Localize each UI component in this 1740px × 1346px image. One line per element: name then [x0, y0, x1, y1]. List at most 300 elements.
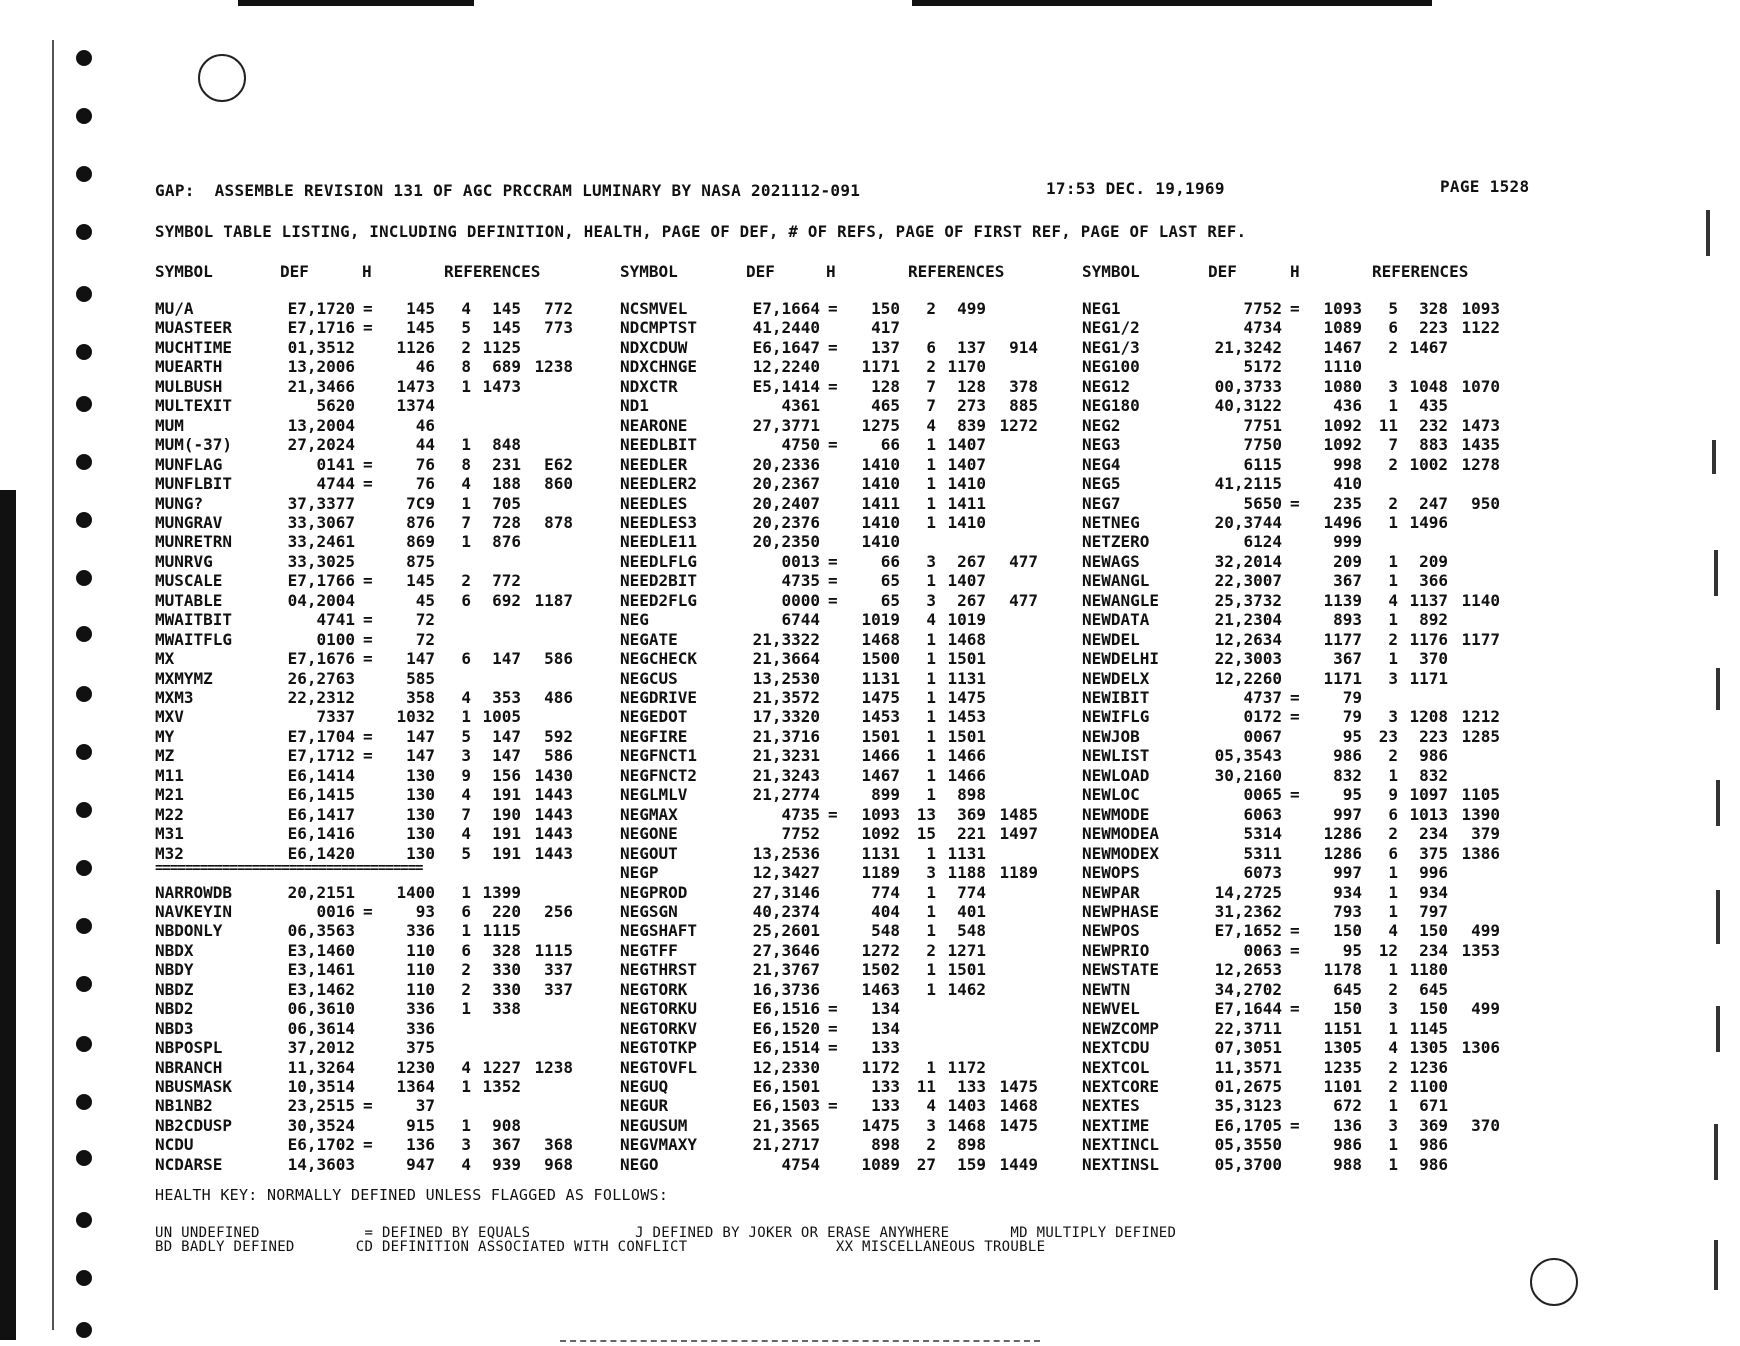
- symbol-ref-count: 1: [926, 629, 936, 649]
- symbol-def: 21,3664: [752, 649, 820, 669]
- symbol-name: NEEDLER2: [620, 474, 698, 494]
- symbol-def-page: 1230: [396, 1057, 435, 1077]
- symbol-def-page: 436: [1333, 396, 1362, 416]
- symbol-name: MY: [155, 726, 175, 746]
- symbol-name: NEG1: [1082, 299, 1121, 318]
- symbol-ref-count: 7: [926, 376, 936, 396]
- table-row: [1082, 786, 1532, 804]
- symbol-first-ref: 231: [492, 454, 521, 474]
- page-number: PAGE 1528: [1440, 177, 1530, 196]
- symbol-name: MUNRETRN: [155, 532, 233, 552]
- symbol-name: NEWDELX: [1082, 668, 1150, 688]
- table-row: [620, 300, 1070, 318]
- symbol-def: 27,3771: [752, 415, 820, 435]
- symbol-def: 0172: [1243, 707, 1282, 727]
- symbol-def-page: 1463: [861, 979, 900, 999]
- symbol-ref-count: 2: [461, 979, 471, 999]
- table-row: [620, 767, 1070, 785]
- symbol-ref-count: 7: [926, 396, 936, 416]
- symbol-ref-count: 1: [461, 532, 471, 552]
- symbol-health: =: [1290, 921, 1300, 941]
- symbol-last-ref: 1140: [1461, 590, 1500, 610]
- symbol-name: NEWSTATE: [1082, 960, 1160, 980]
- table-row: [620, 825, 1070, 843]
- symbol-def-page: 134: [871, 1018, 900, 1038]
- symbol-ref-count: 6: [1388, 804, 1398, 824]
- symbol-def: 6073: [1243, 863, 1282, 883]
- punch-hole: [76, 224, 92, 240]
- table-row: [155, 533, 605, 551]
- symbol-def-page: 133: [871, 1096, 900, 1116]
- symbol-name: NEWLOC: [1082, 785, 1140, 805]
- symbol-def-page: 1092: [861, 824, 900, 844]
- table-row: [1082, 942, 1532, 960]
- symbol-name: NEWDELHI: [1082, 649, 1160, 669]
- symbol-first-ref: 1403: [947, 1096, 986, 1116]
- symbol-first-ref: 1180: [1409, 960, 1448, 980]
- symbol-name: NEEDLER: [620, 454, 688, 474]
- symbol-def: 6124: [1243, 532, 1282, 552]
- symbol-def-page: 1089: [1323, 318, 1362, 338]
- symbol-name: MXV: [155, 707, 184, 727]
- symbol-def-page: 1101: [1323, 1077, 1362, 1096]
- symbol-name: NB1NB2: [155, 1096, 213, 1116]
- table-row: [1082, 1117, 1532, 1135]
- symbol-name: NEXTCORE: [1082, 1077, 1160, 1096]
- table-row: [1082, 708, 1532, 726]
- symbol-ref-count: 3: [926, 551, 936, 571]
- symbol-name: NEGEDOT: [620, 707, 688, 727]
- symbol-name: NEEDLBIT: [620, 435, 698, 455]
- symbol-first-ref: 1466: [947, 765, 986, 785]
- symbol-name: NEGSHAFT: [620, 921, 698, 941]
- symbol-name: MWAITBIT: [155, 610, 233, 630]
- symbol-health: =: [363, 649, 373, 669]
- symbol-name: NEGONE: [620, 824, 678, 844]
- symbol-def: 5620: [316, 396, 355, 416]
- symbol-def: 34,2702: [1214, 979, 1282, 999]
- symbol-def-page: 1172: [861, 1057, 900, 1077]
- symbol-first-ref: 1501: [947, 649, 986, 669]
- symbol-ref-count: 1: [926, 882, 936, 902]
- symbol-ref-count: 1: [926, 435, 936, 455]
- punch-hole: [76, 344, 92, 360]
- table-row: [1082, 300, 1532, 318]
- col-header-def: DEF: [280, 262, 309, 281]
- table-row: [1082, 378, 1532, 396]
- symbol-def: E3,1460: [287, 940, 355, 960]
- symbol-ref-count: 1: [926, 726, 936, 746]
- symbol-first-ref: 898: [957, 1135, 986, 1155]
- symbol-def: 37,3377: [287, 493, 355, 513]
- symbol-def-page: 999: [1333, 532, 1362, 552]
- symbol-name: NEG: [620, 610, 649, 630]
- symbol-ref-count: 1: [461, 493, 471, 513]
- punch-hole: [76, 166, 92, 182]
- symbol-def-page: 1131: [861, 843, 900, 863]
- table-row: [1082, 553, 1532, 571]
- symbol-last-ref: 1443: [534, 785, 573, 805]
- symbol-name: NEG100: [1082, 357, 1140, 377]
- table-row: [1082, 864, 1532, 882]
- table-row: [155, 456, 605, 474]
- table-row: [155, 922, 605, 940]
- symbol-ref-count: 3: [926, 863, 936, 883]
- symbol-def-page: 1468: [861, 629, 900, 649]
- punch-hole: [76, 976, 92, 992]
- symbol-def-page: 410: [1333, 474, 1362, 494]
- symbol-def-page: 110: [406, 940, 435, 960]
- symbol-first-ref: 267: [957, 590, 986, 610]
- symbol-def-page: 235: [1333, 493, 1362, 513]
- symbol-def: 05,3550: [1214, 1135, 1282, 1155]
- symbol-def: 12,2260: [1214, 668, 1282, 688]
- symbol-def: 21,3716: [752, 726, 820, 746]
- symbol-last-ref: 586: [544, 649, 573, 669]
- symbol-first-ref: 692: [492, 590, 521, 610]
- symbol-def: E6,1520: [752, 1018, 820, 1038]
- symbol-def-page: 986: [1333, 746, 1362, 766]
- table-row: [1082, 631, 1532, 649]
- symbol-name: NETZERO: [1082, 532, 1150, 552]
- table-row: [1082, 825, 1532, 843]
- symbol-name: NEEDLFLG: [620, 551, 698, 571]
- symbol-last-ref: 1272: [999, 415, 1038, 435]
- symbol-last-ref: 1187: [534, 590, 573, 610]
- symbol-def: 27,3646: [752, 940, 820, 960]
- table-row: [1082, 1000, 1532, 1018]
- symbol-name: NEWIFLG: [1082, 707, 1150, 727]
- symbol-def-page: 793: [1333, 901, 1362, 921]
- symbol-def-page: 66: [880, 435, 900, 455]
- bottom-edge-dash: [560, 1340, 1040, 1344]
- symbol-def-page: 1466: [861, 746, 900, 766]
- symbol-ref-count: 4: [461, 785, 471, 805]
- symbol-def: 33,3025: [287, 551, 355, 571]
- symbol-name: NEGSGN: [620, 901, 678, 921]
- table-row: [620, 436, 1070, 454]
- symbol-name: NEXTINCL: [1082, 1135, 1160, 1155]
- symbol-first-ref: 147: [492, 746, 521, 766]
- symbol-first-ref: 159: [957, 1154, 986, 1174]
- symbol-name: MUM: [155, 415, 184, 435]
- symbol-ref-count: 3: [1388, 999, 1398, 1019]
- punch-hole: [76, 1150, 92, 1166]
- table-row: [155, 689, 605, 707]
- symbol-ref-count: 6: [461, 901, 471, 921]
- symbol-def-page: 1475: [861, 688, 900, 707]
- symbol-def: E6,1516: [752, 999, 820, 1019]
- assembly-timestamp: 17:53 DEC. 19,1969: [1046, 179, 1225, 198]
- symbol-def: 35,3123: [1214, 1096, 1282, 1116]
- symbol-health: =: [1290, 688, 1300, 707]
- punch-hole: [76, 918, 92, 934]
- table-row: [155, 1000, 605, 1018]
- symbol-first-ref: 209: [1419, 551, 1448, 571]
- table-row: [155, 475, 605, 493]
- table-row: [1082, 1039, 1532, 1057]
- symbol-first-ref: 147: [492, 726, 521, 746]
- symbol-def-page: 66: [880, 551, 900, 571]
- symbol-def: 13,2004: [287, 415, 355, 435]
- punch-hole: [76, 108, 92, 124]
- symbol-def: 6063: [1243, 804, 1282, 824]
- symbol-first-ref: 839: [957, 415, 986, 435]
- symbol-name: NEWLOAD: [1082, 765, 1150, 785]
- symbol-def: 23,2515: [287, 1096, 355, 1116]
- symbol-ref-count: 1: [1388, 1096, 1398, 1116]
- symbol-def-page: 876: [406, 512, 435, 532]
- symbol-ref-count: 1: [926, 493, 936, 513]
- symbol-first-ref: 145: [492, 318, 521, 338]
- symbol-first-ref: 671: [1419, 1096, 1448, 1116]
- table-row: [155, 495, 605, 513]
- symbol-first-ref: 1462: [947, 979, 986, 999]
- symbol-health: =: [828, 376, 838, 396]
- symbol-def-page: 1019: [861, 610, 900, 630]
- symbol-last-ref: 885: [1009, 396, 1038, 416]
- table-row: [620, 1097, 1070, 1115]
- symbol-def: 0065: [1243, 785, 1282, 805]
- table-row: [1082, 806, 1532, 824]
- symbol-name: MUASTEER: [155, 318, 233, 338]
- punch-hole: [76, 626, 92, 642]
- symbol-first-ref: 1407: [947, 571, 986, 591]
- symbol-name: NEXTCDU: [1082, 1038, 1150, 1058]
- symbol-def-page: 130: [406, 785, 435, 805]
- symbol-ref-count: 4: [1388, 921, 1398, 941]
- symbol-def: 7751: [1243, 415, 1282, 435]
- symbol-first-ref: 1271: [947, 940, 986, 960]
- symbol-first-ref: 190: [492, 804, 521, 824]
- symbol-first-ref: 223: [1419, 726, 1448, 746]
- symbol-def-page: 1080: [1323, 376, 1362, 396]
- symbol-first-ref: 223: [1419, 318, 1448, 338]
- symbol-last-ref: 1177: [1461, 629, 1500, 649]
- symbol-def-page: 774: [871, 882, 900, 902]
- symbol-ref-count: 1: [926, 454, 936, 474]
- symbol-ref-count: 7: [461, 804, 471, 824]
- symbol-def-page: 65: [880, 571, 900, 591]
- assembly-header: GAP: ASSEMBLE REVISION 131 OF AGC PRCCRAM LUMINARY BY NASA 2021112-091: [155, 181, 861, 200]
- table-row: [1082, 747, 1532, 765]
- symbol-first-ref: 191: [492, 785, 521, 805]
- symbol-ref-count: 7: [461, 512, 471, 532]
- symbol-last-ref: 1485: [999, 804, 1038, 824]
- symbol-name: NBUSMASK: [155, 1077, 233, 1096]
- symbol-first-ref: 369: [957, 804, 986, 824]
- symbol-first-ref: 1410: [947, 512, 986, 532]
- symbol-health: =: [1290, 299, 1300, 318]
- symbol-def: 12,2653: [1214, 960, 1282, 980]
- symbol-name: NEG4: [1082, 454, 1121, 474]
- symbol-last-ref: 1468: [999, 1096, 1038, 1116]
- right-margin-mark: [1716, 890, 1720, 944]
- symbol-name: NEGVMAXY: [620, 1135, 698, 1155]
- symbol-last-ref: 1443: [534, 824, 573, 844]
- symbol-first-ref: 234: [1419, 940, 1448, 960]
- symbol-first-ref: 1352: [482, 1077, 521, 1096]
- symbol-def-page: 150: [1333, 999, 1362, 1019]
- symbol-last-ref: 914: [1009, 337, 1038, 357]
- table-row: [620, 1078, 1070, 1096]
- table-row: [620, 631, 1070, 649]
- symbol-ref-count: 4: [926, 1096, 936, 1116]
- symbol-name: MU/A: [155, 299, 194, 318]
- symbol-ref-count: 1: [926, 649, 936, 669]
- table-row: [1082, 1097, 1532, 1115]
- symbol-first-ref: 1208: [1409, 707, 1448, 727]
- symbol-first-ref: 328: [1419, 299, 1448, 318]
- symbol-name: NEWZCOMP: [1082, 1018, 1160, 1038]
- symbol-def: E6,1705: [1214, 1115, 1282, 1135]
- table-row: [155, 961, 605, 979]
- table-row: [620, 786, 1070, 804]
- table-row: [155, 1136, 605, 1154]
- symbol-name: MULTEXIT: [155, 396, 233, 416]
- symbol-def: 5172: [1243, 357, 1282, 377]
- symbol-def: 16,3736: [752, 979, 820, 999]
- symbol-def: 04,2004: [287, 590, 355, 610]
- symbol-def-page: 875: [406, 551, 435, 571]
- symbol-def: E6,1416: [287, 824, 355, 844]
- symbol-def-page: 147: [406, 746, 435, 766]
- table-row: [155, 358, 605, 376]
- symbol-first-ref: 645: [1419, 979, 1448, 999]
- table-row: [1082, 417, 1532, 435]
- symbol-name: NDXCDUW: [620, 337, 688, 357]
- table-row: [620, 1000, 1070, 1018]
- symbol-last-ref: 1353: [1461, 940, 1500, 960]
- symbol-last-ref: 1285: [1461, 726, 1500, 746]
- symbol-def-page: 1500: [861, 649, 900, 669]
- symbol-ref-count: 1: [461, 1115, 471, 1135]
- symbol-ref-count: 1: [1388, 901, 1398, 921]
- symbol-ref-count: 15: [916, 824, 936, 844]
- symbol-health: =: [363, 746, 373, 766]
- symbol-name: NEGUQ: [620, 1077, 669, 1096]
- symbol-ref-count: 1: [461, 882, 471, 902]
- col-header-def: DEF: [1208, 262, 1237, 281]
- punch-hole: [76, 744, 92, 760]
- right-margin-mark: [1712, 440, 1716, 474]
- symbol-last-ref: 499: [1471, 999, 1500, 1019]
- right-margin-mark: [1716, 668, 1720, 710]
- table-row: [620, 456, 1070, 474]
- symbol-first-ref: 128: [957, 376, 986, 396]
- symbol-name: MXM3: [155, 688, 194, 707]
- symbol-name: NBDONLY: [155, 921, 223, 941]
- symbol-first-ref: 1410: [947, 474, 986, 494]
- symbol-def: 22,2312: [287, 688, 355, 707]
- symbol-health: =: [828, 590, 838, 610]
- right-margin-mark: [1714, 550, 1718, 596]
- symbol-ref-count: 6: [1388, 843, 1398, 863]
- symbol-def: 10,3514: [287, 1077, 355, 1096]
- symbol-def: 06,3563: [287, 921, 355, 941]
- symbol-name: NEGTORK: [620, 979, 688, 999]
- symbol-name: NEWAGS: [1082, 551, 1140, 571]
- symbol-last-ref: 337: [544, 979, 573, 999]
- symbol-health: =: [363, 1135, 373, 1155]
- symbol-health: =: [363, 474, 373, 494]
- table-row: [620, 514, 1070, 532]
- symbol-name: MUNG?: [155, 493, 204, 513]
- symbol-ref-count: 1: [926, 979, 936, 999]
- symbol-last-ref: 772: [544, 299, 573, 318]
- symbol-def-page: 915: [406, 1115, 435, 1135]
- symbol-name: NEWDATA: [1082, 610, 1150, 630]
- symbol-def-page: 336: [406, 921, 435, 941]
- symbol-name: NETNEG: [1082, 512, 1140, 532]
- symbol-def: 01,2675: [1214, 1077, 1282, 1096]
- symbol-name: NCDU: [155, 1135, 194, 1155]
- symbol-def-page: 1410: [861, 512, 900, 532]
- symbol-name: NEWANGL: [1082, 571, 1150, 591]
- symbol-ref-count: 4: [926, 610, 936, 630]
- table-row: [155, 572, 605, 590]
- table-row: [1082, 358, 1532, 376]
- symbol-def-page: 1139: [1323, 590, 1362, 610]
- symbol-ref-count: 4: [1388, 1038, 1398, 1058]
- punch-hole: [76, 686, 92, 702]
- symbol-def-page: 76: [415, 474, 435, 494]
- table-row: [620, 475, 1070, 493]
- symbol-ref-count: 3: [1388, 376, 1398, 396]
- symbol-first-ref: 939: [492, 1154, 521, 1174]
- symbol-def: E3,1462: [287, 979, 355, 999]
- table-row: [155, 786, 605, 804]
- table-row: [620, 961, 1070, 979]
- symbol-ref-count: 3: [1388, 707, 1398, 727]
- symbol-ref-count: 2: [1388, 1057, 1398, 1077]
- symbol-last-ref: 1475: [999, 1077, 1038, 1096]
- table-row: [1082, 650, 1532, 668]
- symbol-def: 21,3231: [752, 746, 820, 766]
- symbol-def: 7752: [1243, 299, 1282, 318]
- symbol-ref-count: 6: [461, 649, 471, 669]
- symbol-def-page: 898: [871, 1135, 900, 1155]
- symbol-ref-count: 1: [926, 707, 936, 727]
- symbol-def: 21,3466: [287, 376, 355, 396]
- symbol-ref-count: 1: [1388, 512, 1398, 532]
- symbol-def: E6,1702: [287, 1135, 355, 1155]
- symbol-first-ref: 797: [1419, 901, 1448, 921]
- symbol-name: NEWPRIO: [1082, 940, 1150, 960]
- symbol-ref-count: 1: [926, 765, 936, 785]
- symbol-def: 30,3524: [287, 1115, 355, 1135]
- symbol-def-page: 37: [415, 1096, 435, 1116]
- symbol-health: =: [828, 571, 838, 591]
- symbol-first-ref: 1172: [947, 1057, 986, 1077]
- symbol-def-page: 147: [406, 726, 435, 746]
- symbol-first-ref: 1407: [947, 435, 986, 455]
- symbol-def: 25,2601: [752, 921, 820, 941]
- symbol-def-page: 1410: [861, 454, 900, 474]
- symbol-ref-count: 1: [926, 1057, 936, 1077]
- table-row: [155, 1117, 605, 1135]
- binder-ring-top: [198, 54, 246, 102]
- symbol-health: =: [363, 726, 373, 746]
- symbol-def: 4735: [781, 804, 820, 824]
- symbol-first-ref: 273: [957, 396, 986, 416]
- symbol-def-page: 1374: [396, 396, 435, 416]
- symbol-name: NEXTINSL: [1082, 1154, 1160, 1174]
- symbol-last-ref: 1238: [534, 1057, 573, 1077]
- symbol-first-ref: 147: [492, 649, 521, 669]
- health-key-line1: UN UNDEFINED = DEFINED BY EQUALS J DEFINED BY JOKER OR ERASE ANYWHERE MD MULTIPLY DEFINED: [155, 1225, 1177, 1241]
- symbol-def-page: 869: [406, 532, 435, 552]
